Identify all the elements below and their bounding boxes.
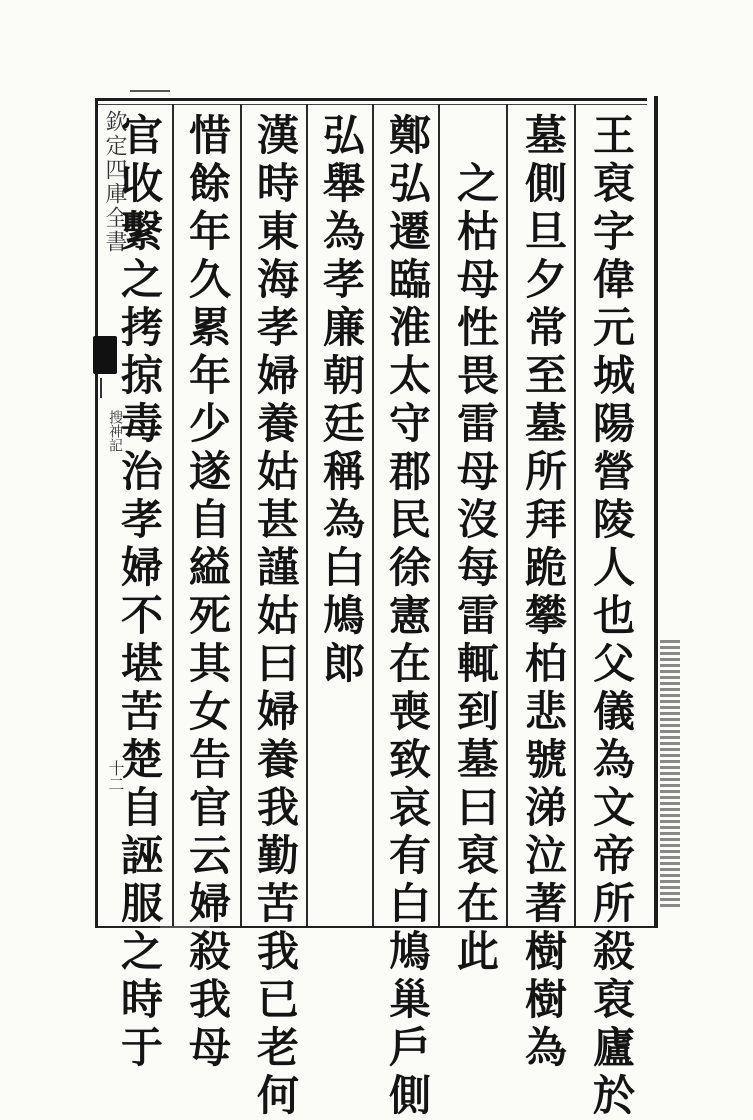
glyph: 致 <box>388 735 431 784</box>
glyph: 柏 <box>524 639 567 688</box>
glyph: 帝 <box>592 831 635 880</box>
glyph: 苦 <box>256 879 299 928</box>
glyph: 不 <box>120 591 163 640</box>
glyph: 輒 <box>456 639 499 688</box>
glyph: 偉 <box>592 255 635 304</box>
glyph: 裒 <box>592 975 635 1024</box>
glyph: 年 <box>188 351 231 400</box>
glyph: 畏 <box>456 351 499 400</box>
glyph: 王 <box>592 111 635 160</box>
frame-top-border <box>95 98 647 101</box>
glyph: 掠 <box>120 351 163 400</box>
glyph: 樹 <box>524 927 567 976</box>
glyph: 我 <box>256 927 299 976</box>
glyph: 養 <box>256 735 299 784</box>
glyph: 之 <box>120 255 163 304</box>
glyph: 稱 <box>322 447 365 496</box>
text-column <box>382 112 438 1120</box>
text-column <box>316 112 372 688</box>
glyph: 也 <box>592 591 635 640</box>
glyph: 徐 <box>388 543 431 592</box>
fishtail-stem <box>100 378 102 398</box>
glyph: 毒 <box>120 399 163 448</box>
glyph: 姑 <box>256 591 299 640</box>
glyph: 憲 <box>388 591 431 640</box>
glyph: 涕 <box>524 783 567 832</box>
glyph: 殺 <box>592 927 635 976</box>
glyph: 海 <box>256 255 299 304</box>
glyph: 弘 <box>322 111 365 160</box>
glyph: 孝 <box>256 303 299 352</box>
glyph: 每 <box>456 543 499 592</box>
glyph: 營 <box>592 447 635 496</box>
glyph: 姑 <box>256 447 299 496</box>
glyph: 夕 <box>524 255 567 304</box>
glyph: 少 <box>188 399 231 448</box>
glyph: 婦 <box>256 351 299 400</box>
glyph: 此 <box>456 927 499 976</box>
glyph: 母 <box>456 447 499 496</box>
glyph: 老 <box>256 1023 299 1072</box>
glyph: 廷 <box>322 399 365 448</box>
glyph: 鳩 <box>322 591 365 640</box>
text-column <box>518 112 574 1072</box>
column-rule <box>372 104 374 926</box>
glyph: 旦 <box>524 207 567 256</box>
glyph: 誣 <box>120 831 163 880</box>
glyph: 死 <box>188 591 231 640</box>
glyph: 之 <box>120 927 163 976</box>
glyph: 廉 <box>322 303 365 352</box>
glyph: 有 <box>388 831 431 880</box>
glyph: 婦 <box>120 543 163 592</box>
glyph: 側 <box>524 159 567 208</box>
glyph: 謹 <box>256 543 299 592</box>
glyph: 云 <box>188 831 231 880</box>
text-column <box>450 160 506 976</box>
glyph: 號 <box>524 735 567 784</box>
glyph: 悲 <box>524 687 567 736</box>
glyph: 喪 <box>388 687 431 736</box>
glyph: 孝 <box>322 255 365 304</box>
glyph: 著 <box>524 879 567 928</box>
glyph: 苦 <box>120 687 163 736</box>
glyph: 郎 <box>322 639 365 688</box>
glyph: 服 <box>120 879 163 928</box>
glyph: 曰 <box>456 783 499 832</box>
margin-page-number: 十二 <box>106 760 125 792</box>
glyph: 堪 <box>120 639 163 688</box>
glyph: 泣 <box>524 831 567 880</box>
column-rule <box>306 104 308 926</box>
glyph: 官 <box>120 111 163 160</box>
glyph: 於 <box>592 1071 635 1120</box>
glyph: 儀 <box>592 687 635 736</box>
glyph: 時 <box>120 975 163 1024</box>
glyph: 雷 <box>456 591 499 640</box>
glyph: 遷 <box>388 207 431 256</box>
glyph: 性 <box>456 303 499 352</box>
glyph: 為 <box>322 207 365 256</box>
glyph: 守 <box>388 399 431 448</box>
glyph: 在 <box>388 639 431 688</box>
glyph: 字 <box>592 207 635 256</box>
glyph: 鳩 <box>388 927 431 976</box>
glyph: 陽 <box>592 399 635 448</box>
glyph: 官 <box>188 783 231 832</box>
frame-right-border <box>654 96 658 928</box>
glyph: 枯 <box>456 207 499 256</box>
glyph: 朝 <box>322 351 365 400</box>
glyph: 時 <box>256 159 299 208</box>
glyph: 側 <box>388 1071 431 1120</box>
glyph: 舉 <box>322 159 365 208</box>
column-rule <box>574 104 576 926</box>
glyph: 墓 <box>524 111 567 160</box>
glyph: 我 <box>256 783 299 832</box>
column-rule <box>240 104 242 926</box>
glyph: 婦 <box>256 687 299 736</box>
glyph: 餘 <box>188 159 231 208</box>
glyph: 沒 <box>456 495 499 544</box>
glyph: 父 <box>592 639 635 688</box>
column-rule <box>438 104 440 926</box>
frame-top-inner-line <box>95 104 647 105</box>
glyph: 年 <box>188 207 231 256</box>
glyph: 勤 <box>256 831 299 880</box>
glyph: 甚 <box>256 495 299 544</box>
glyph: 陵 <box>592 495 635 544</box>
glyph: 已 <box>256 975 299 1024</box>
margin-title: 欽定四庫全書 <box>102 110 127 254</box>
text-column <box>250 112 306 1120</box>
glyph: 之 <box>456 159 499 208</box>
glyph: 自 <box>188 495 231 544</box>
glyph: 我 <box>188 975 231 1024</box>
glyph: 殺 <box>188 927 231 976</box>
glyph: 孝 <box>120 495 163 544</box>
glyph: 自 <box>120 783 163 832</box>
glyph: 遂 <box>188 447 231 496</box>
text-column <box>114 112 170 1072</box>
glyph: 太 <box>388 351 431 400</box>
glyph: 婦 <box>188 879 231 928</box>
glyph: 所 <box>524 447 567 496</box>
glyph: 弘 <box>388 159 431 208</box>
scan-mark <box>130 90 170 92</box>
glyph: 墓 <box>524 399 567 448</box>
glyph: 到 <box>456 687 499 736</box>
glyph: 至 <box>524 351 567 400</box>
glyph: 鄭 <box>388 111 431 160</box>
glyph: 民 <box>388 495 431 544</box>
column-rule <box>172 104 174 926</box>
column-rule <box>506 104 508 926</box>
glyph: 東 <box>256 207 299 256</box>
glyph: 攀 <box>524 591 567 640</box>
glyph: 繫 <box>120 207 163 256</box>
glyph: 久 <box>188 255 231 304</box>
glyph: 母 <box>188 1023 231 1072</box>
glyph: 常 <box>524 303 567 352</box>
text-column <box>182 112 238 1072</box>
glyph: 郡 <box>388 447 431 496</box>
glyph: 其 <box>188 639 231 688</box>
edge-stipple-decoration <box>660 640 680 910</box>
glyph: 臨 <box>388 255 431 304</box>
glyph: 縊 <box>188 543 231 592</box>
glyph: 樹 <box>524 975 567 1024</box>
glyph: 裒 <box>592 159 635 208</box>
glyph: 于 <box>120 1023 163 1072</box>
glyph: 雷 <box>456 399 499 448</box>
glyph: 人 <box>592 543 635 592</box>
glyph: 收 <box>120 159 163 208</box>
glyph: 白 <box>322 543 365 592</box>
glyph: 為 <box>524 1023 567 1072</box>
glyph: 元 <box>592 303 635 352</box>
glyph: 楚 <box>120 735 163 784</box>
glyph: 哀 <box>388 783 431 832</box>
glyph: 為 <box>322 495 365 544</box>
glyph: 拜 <box>524 495 567 544</box>
glyph: 文 <box>592 783 635 832</box>
glyph: 廬 <box>592 1023 635 1072</box>
glyph: 在 <box>456 879 499 928</box>
glyph: 所 <box>592 879 635 928</box>
glyph: 淮 <box>388 303 431 352</box>
glyph: 治 <box>120 447 163 496</box>
glyph: 累 <box>188 303 231 352</box>
glyph: 拷 <box>120 303 163 352</box>
margin-book-title: 搜神記 <box>107 410 123 452</box>
glyph: 惜 <box>188 111 231 160</box>
glyph: 戶 <box>388 1023 431 1072</box>
glyph: 白 <box>388 879 431 928</box>
glyph: 母 <box>456 255 499 304</box>
glyph: 墓 <box>456 735 499 784</box>
glyph: 曰 <box>256 639 299 688</box>
glyph: 裒 <box>456 831 499 880</box>
glyph: 何 <box>256 1071 299 1120</box>
glyph: 漢 <box>256 111 299 160</box>
text-column <box>586 112 642 1120</box>
glyph: 告 <box>188 735 231 784</box>
glyph: 女 <box>188 687 231 736</box>
glyph: 養 <box>256 399 299 448</box>
glyph: 跪 <box>524 543 567 592</box>
glyph: 巢 <box>388 975 431 1024</box>
glyph: 為 <box>592 735 635 784</box>
glyph: 城 <box>592 351 635 400</box>
